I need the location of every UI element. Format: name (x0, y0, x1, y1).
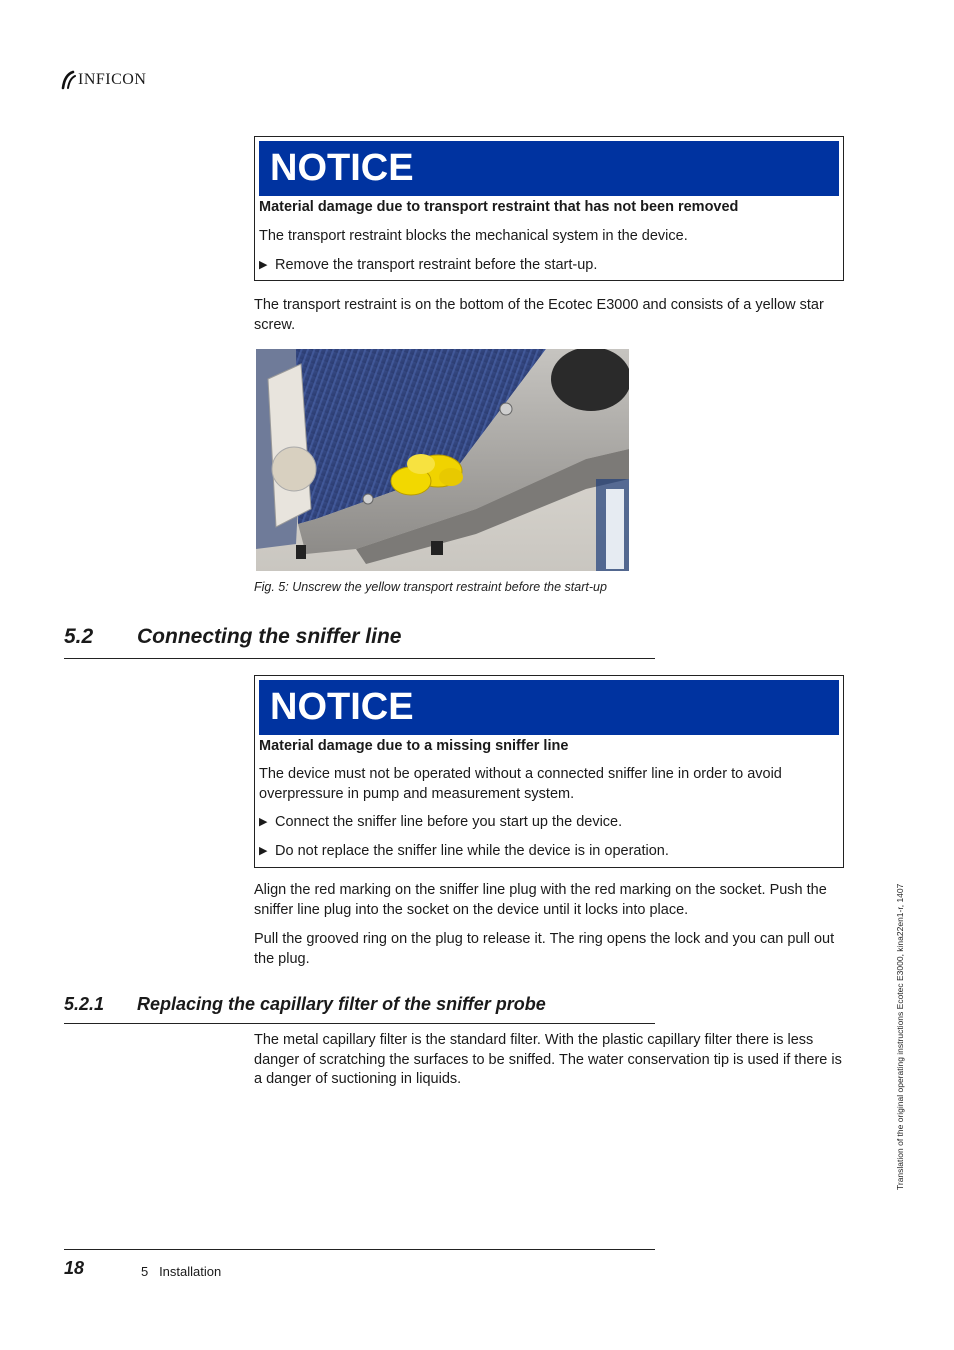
notice-bullet: ▶ Do not replace the sniffer line while the device is in operation. (259, 843, 669, 859)
section-number: 5.2 (64, 625, 94, 648)
side-document-reference: Translation of the original operating instructions Ecotec E3000, kina22en1-r, 1407 (895, 883, 905, 1190)
triangle-right-icon: ▶ (259, 816, 268, 828)
notice-text: The transport restraint blocks the mechanical system in the device. (259, 228, 688, 244)
paragraph-capillary-filter: The metal capillary filter is the standard filter. With the plastic capillary filter there is less danger of scratching the surfaces to be sniffed. The water conservation tip is used if there is a danger of suctioning in liquids. (254, 1032, 842, 1087)
section-rule (64, 1023, 655, 1024)
notice-bullet: ▶ Remove the transport restraint before the start-up. (259, 257, 598, 273)
section-rule (64, 658, 655, 659)
inficon-logo-mark (60, 70, 76, 90)
paragraph-align-marking: Align the red marking on the sniffer line plug with the red marking on the socket. Push the sniffer line plug into the socket on the device until it locks into place. (254, 882, 827, 918)
paragraph-release-plug: Pull the grooved ring on the plug to release it. The ring opens the lock and you can pull out the plug. (254, 931, 835, 967)
notice-title: Material damage due to transport restraint that has not been removed (259, 199, 739, 215)
section-heading-5-2 (64, 625, 401, 649)
triangle-right-icon: ▶ (259, 845, 268, 857)
notice-text: The device must not be operated without a connected sniffer line in order to avoid overpressure in pump and measurement system. (259, 766, 782, 802)
footer-rule (64, 1249, 655, 1250)
triangle-right-icon: ▶ (259, 259, 268, 271)
notice-header: NOTICE (259, 680, 839, 735)
figure-caption: Fig. 5: Unscrew the yellow transport restraint before the start-up (254, 580, 607, 594)
paragraph-transport-restraint: The transport restraint is on the bottom of the Ecotec E3000 and consists of a yellow star screw. (254, 297, 824, 333)
notice-bullet: ▶ Connect the sniffer line before you start up the device. (259, 814, 623, 830)
section-number: 5.2.1 (64, 994, 105, 1014)
section-title: Replacing the capillary filter of the sniffer probe (137, 994, 546, 1014)
notice-box-sniffer-line (254, 675, 844, 868)
section-title: Connecting the sniffer line (137, 625, 402, 648)
figure-photo-transport-restraint (256, 349, 629, 571)
notice-box-transport (254, 136, 844, 281)
footer-chapter: 5 Installation (141, 1264, 222, 1279)
notice-header: NOTICE (259, 141, 839, 196)
page-number: 18 (64, 1258, 85, 1278)
inficon-logo (60, 68, 146, 92)
section-heading-5-2-1 (64, 994, 546, 1015)
notice-title: Material damage due to a missing sniffer line (259, 738, 569, 754)
logo-text: INFICON (78, 71, 147, 88)
